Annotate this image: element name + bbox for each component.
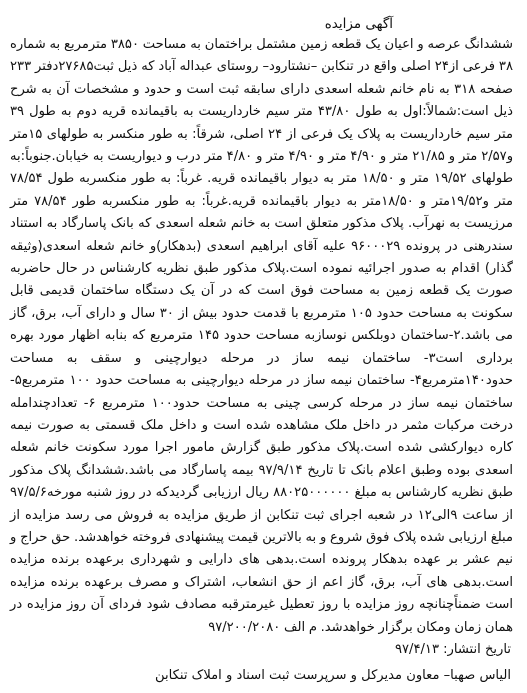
notice-signature: الیاس صهبا– معاون مدیرکل و سرپرست ثبت اسناد و املاک تنکابن: [155, 668, 511, 684]
notice-title: آگهی مزایده: [324, 16, 393, 32]
notice-body: ششدانگ عرصه و اعیان یک قطعه زمین مشتمل براختمان به مساحت ۳۸۵۰ مترمربع به شماره ۳۸ فرعی از۲۴ اصلی واقع در تنکابن –نشتارود– روستای عبداله آباد که ذیل ثبت۲۷۶۸۵دفتر ۲۳۳ صفحه ۳۱۸ به نام خانم شعله اسعدی دارای سابقه ثبت است و حدود و مشخصات آن به شرح ذیل است:شمالاً:اول به طول ۴۳/۸۰ متر سیم خارداریست به باقیمانده قریه دوم به طول ۳۹ متر سیم خارداریست به پلاک یک فرعی از ۲۴ اصلی، شرقاً: به طور منکسر به طولهای ۱۵متر و۲/۵۷ متر و ۲۱/۸۵ متر و ۴/۹۰ متر و ۴/۹۰ متر و ۴/۸۰ متر درب و دیواریست به خیابان.جنوباً:به طولهای ۱۹/۵۲ متر و ۱۸/۵۰ متر به دیوار باقیمانده قریه. غرباً: به طور منکسربه طول ۷۸/۵۴ متر و۱۹/۵۲متر و ۱۸/۵۰متر به دیوار باقیمانده قریه.غرباً: به طور منکسربه طور ۷۸/۵۴ متر مرزیست به نهرآب. پلاک مذکور متعلق است به خانم شعله اسعدی که بانک پاسارگاد به استناد سندرهنی در پرونده ۹۶۰۰۰۲۹ علیه آقای ابراهیم اسعدی (بدهکار)و خانم شعله اسعدی(وثیقه گذار) اقدام به صدور اجرائیه نموده است.پلاک مذکور طبق نظریه کارشناس در حال حاضربه صورت یک قطعه زمین به مساحت فوق است که در آن یک دستگاه ساختمان قدیمی قابل سکونت به مساحت حدود ۱۰۵ مترمربع با قدمت حدود بیش از ۳۰ سال و دارای آب، برق، گاز می باشد.۲-ساختمان دوبلکس نوسازبه مساحت حدود ۱۴۵ مترمربع که بنابه اظهار مورد بهره برداری است۳- ساختمان نیمه ساز در مرحله دیوارچینی و سقف به مساحت حدود۱۴۰مترمربع۴- ساختمان نیمه ساز در مرحله دیوارچینی به مساحت حدود ۱۰۰ مترمربع۵-ساختمان نیمه ساز در مرحله کرسی چینی به مساحت حدود۱۰۰ مترمربع ۶- تعدادچندامله درخت مرکبات مثمر در داخل ملک مشاهده شده است و داخل ملک قسمتی به صورت نیمه کاره دیوارکشی شده است.پلاک مذکور طبق گزارش مامور اجرا مورد سکونت خانم شعله اسعدی بوده وطبق اعلام بانک تا تاریخ ۹۷/۹/۱۴ بیمه پاسارگاد می باشد.ششدانگ پلاک مذکور طبق نظریه کارشناس به مبلغ ۸۸۰۲۵۰۰۰۰۰۰ ریال ارزیابی گردیدکه در روز شنبه مورخه۹۷/۵/۶ از ساعت ۹الی۱۲ در شعبه اجرای ثبت تنکابن از طریق مزایده به فروش می رسد مزایده از مبلغ ارزیابی شده پلاک فوق شروع و به بالاترین قیمت پیشنهادی فروخته خواهدشد. حق حراج و نیم عشر بر عهده بدهکار پرونده است.بدهی های دارایی و شهرداری برعهده برنده مزایده است.بدهی های آب، برق، گاز اعم از حق انشعاب، اشتراک و مصرف برعهده برنده مزایده است ضمناًچنانچه روز مزایده با روز تعطیل غیرمترقبه مصادف شود فردای آن روز مزایده در همان زمان ومکان برگزار خواهدشد. م الف ۹۷/۲۰۰/۲۰۸۰: [10, 37, 514, 635]
publication-date: تاریخ انتشار: ۹۷/۴/۱۳: [394, 641, 511, 657]
